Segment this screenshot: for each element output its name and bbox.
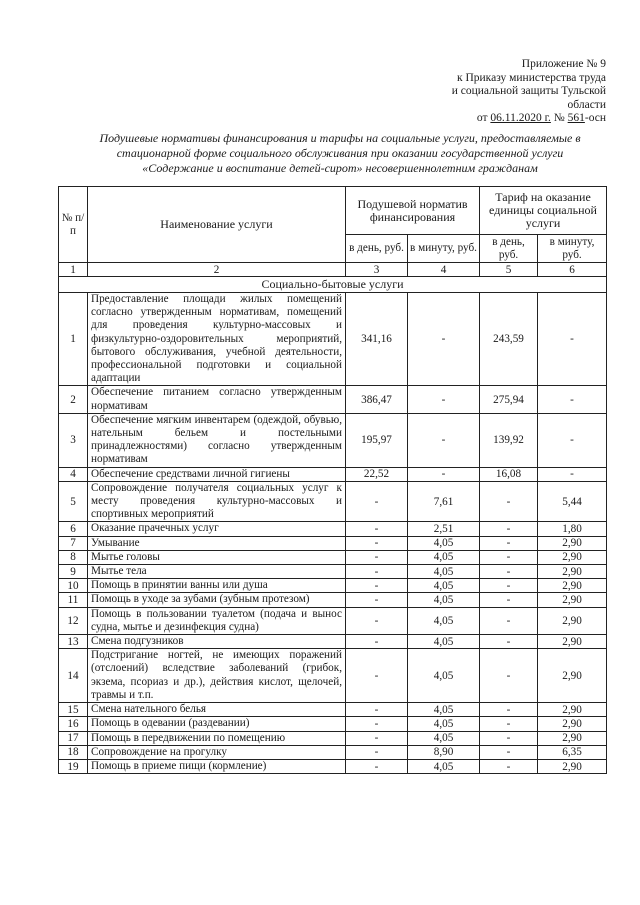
service-name: Обеспечение мягким инвентарем (одеждой, обувью, нательным бельем и постельными принадлежностями) согласно утвержденным нормативам xyxy=(88,413,346,467)
table-row xyxy=(59,467,607,481)
row-number: 6 xyxy=(59,522,88,536)
table-row xyxy=(59,293,607,386)
tariff-per-day: - xyxy=(480,717,538,731)
norm-per-minute: - xyxy=(408,413,480,467)
norm-per-minute: 8,90 xyxy=(408,745,480,759)
tariff-per-minute: 2,90 xyxy=(538,635,607,649)
norm-per-minute: 4,05 xyxy=(408,579,480,593)
header-norm-per-minute: в минуту, руб. xyxy=(408,235,480,263)
tariff-per-minute: 2,90 xyxy=(538,703,607,717)
row-number: 4 xyxy=(59,467,88,481)
table-row xyxy=(59,522,607,536)
column-numbers-row xyxy=(59,263,607,277)
service-name: Помощь в одевании (раздевании) xyxy=(88,717,346,731)
tariff-per-minute: 2,90 xyxy=(538,550,607,564)
number-suffix: -осн xyxy=(584,112,606,125)
tariff-per-day: 139,92 xyxy=(480,413,538,467)
norm-per-day: - xyxy=(346,593,408,607)
column-number: 2 xyxy=(88,263,346,277)
column-number: 3 xyxy=(346,263,408,277)
header-tariff-per-minute: в минуту, руб. xyxy=(538,235,607,263)
norm-per-day: - xyxy=(346,731,408,745)
appendix-line: Приложение № 9 xyxy=(521,58,606,70)
row-number: 18 xyxy=(59,745,88,759)
tariff-per-day: 275,94 xyxy=(480,386,538,413)
header-tariff-per-day: в день, руб. xyxy=(480,235,538,263)
norm-per-minute: 4,05 xyxy=(408,550,480,564)
table-row xyxy=(59,593,607,607)
norm-per-day: - xyxy=(346,579,408,593)
service-name: Подстригание ногтей, не имеющих поражений (отслоений) вследствие заболеваний (грибок, экзема, псориаз и др.), действия кислот, щелочей, травмы и т.п. xyxy=(88,649,346,703)
order-reference xyxy=(452,112,606,126)
norm-per-day: 341,16 xyxy=(346,293,408,386)
service-name: Помощь в передвижении по помещению xyxy=(88,731,346,745)
norm-per-day: - xyxy=(346,607,408,634)
norm-per-day: - xyxy=(346,759,408,773)
tariff-per-day: - xyxy=(480,481,538,522)
row-number: 15 xyxy=(59,703,88,717)
service-name: Мытье тела xyxy=(88,565,346,579)
norm-per-day: - xyxy=(346,649,408,703)
row-number: 2 xyxy=(59,386,88,413)
table-row xyxy=(59,649,607,703)
norm-per-minute: - xyxy=(408,386,480,413)
norm-per-day: - xyxy=(346,745,408,759)
row-number: 9 xyxy=(59,565,88,579)
tariff-per-day: - xyxy=(480,522,538,536)
appendix-line: и социальной защиты Тульской xyxy=(451,85,606,98)
tariff-per-minute: 5,44 xyxy=(538,481,607,522)
row-number: 10 xyxy=(59,579,88,593)
table-row xyxy=(59,759,607,773)
norm-per-minute: 4,05 xyxy=(408,731,480,745)
service-name: Помощь в принятии ванны или душа xyxy=(88,579,346,593)
column-number: 4 xyxy=(408,263,480,277)
norm-per-day: - xyxy=(346,703,408,717)
row-number: 1 xyxy=(59,293,88,386)
column-number: 6 xyxy=(538,263,607,277)
row-number: 14 xyxy=(59,649,88,703)
header-norm: Подушевой норматив финансирования xyxy=(346,187,480,235)
row-number: 5 xyxy=(59,481,88,522)
norm-per-minute: 2,51 xyxy=(408,522,480,536)
service-name: Помощь в уходе за зубами (зубным протезом) xyxy=(88,593,346,607)
table-row xyxy=(59,745,607,759)
norm-per-day: - xyxy=(346,481,408,522)
service-name: Предоставление площади жилых помещений согласно утвержденным нормативам, помещений для проведения культурно-массовых и физкультурно-оздоровительных мероприятий, бытового обслуживания, учебной деятельности, профессиональной подготовки и социальной адаптации xyxy=(88,293,346,386)
norm-per-day: - xyxy=(346,717,408,731)
document-title xyxy=(60,131,620,176)
service-name: Смена нательного белья xyxy=(88,703,346,717)
appendix-line: области xyxy=(567,98,606,111)
service-name: Обеспечение средствами личной гигиены xyxy=(88,467,346,481)
tariff-table xyxy=(58,186,607,774)
norm-per-minute: 4,05 xyxy=(408,649,480,703)
tariff-per-minute: 2,90 xyxy=(538,536,607,550)
tariff-per-minute: 2,90 xyxy=(538,759,607,773)
norm-per-minute: 4,05 xyxy=(408,717,480,731)
service-name: Умывание xyxy=(88,536,346,550)
table-row xyxy=(59,536,607,550)
table-row xyxy=(59,413,607,467)
norm-per-minute: 4,05 xyxy=(408,635,480,649)
tariff-per-minute: 2,90 xyxy=(538,593,607,607)
tariff-per-day: - xyxy=(480,759,538,773)
tariff-per-minute: 2,90 xyxy=(538,649,607,703)
service-name: Сопровождение на прогулку xyxy=(88,745,346,759)
row-number: 7 xyxy=(59,536,88,550)
header-name: Наименование услуги xyxy=(88,187,346,263)
table-row xyxy=(59,550,607,564)
section-row xyxy=(59,277,607,293)
tariff-per-day: - xyxy=(480,731,538,745)
order-date: 06.11.2020 г. xyxy=(490,112,551,125)
row-number: 13 xyxy=(59,635,88,649)
title-line: стационарной форме социального обслуживания при оказании государственной услуги xyxy=(116,146,564,160)
tariff-per-day: - xyxy=(480,635,538,649)
column-number: 5 xyxy=(480,263,538,277)
norm-per-minute: 4,05 xyxy=(408,703,480,717)
table-row xyxy=(59,481,607,522)
service-name: Оказание прачечных услуг xyxy=(88,522,346,536)
appendix-header xyxy=(452,58,606,126)
tariff-per-minute: 2,90 xyxy=(538,565,607,579)
norm-per-day: - xyxy=(346,565,408,579)
table-row xyxy=(59,386,607,413)
norm-per-minute: 4,05 xyxy=(408,593,480,607)
tariff-per-day: - xyxy=(480,607,538,634)
tariff-per-day: 16,08 xyxy=(480,467,538,481)
norm-per-minute: 4,05 xyxy=(408,565,480,579)
service-name: Помощь в приеме пищи (кормление) xyxy=(88,759,346,773)
table-body xyxy=(59,263,607,774)
row-number: 16 xyxy=(59,717,88,731)
tariff-per-minute: - xyxy=(538,293,607,386)
service-name: Помощь в пользовании туалетом (подача и вынос судна, мытье и дезинфекция судна) xyxy=(88,607,346,634)
service-name: Мытье головы xyxy=(88,550,346,564)
row-number: 3 xyxy=(59,413,88,467)
header-tariff: Тариф на оказание единицы социальной услуги xyxy=(480,187,607,235)
tariff-per-minute: - xyxy=(538,413,607,467)
section-title: Социально-бытовые услуги xyxy=(59,277,607,293)
tariff-per-day: - xyxy=(480,579,538,593)
norm-per-minute: 4,05 xyxy=(408,607,480,634)
table-row xyxy=(59,703,607,717)
tariff-per-day: - xyxy=(480,565,538,579)
order-number: 561 xyxy=(567,112,585,125)
norm-per-day: 22,52 xyxy=(346,467,408,481)
tariff-per-minute: 1,80 xyxy=(538,522,607,536)
title-line: Подушевые нормативы финансирования и тарифы на социальные услуги, предоставляемые в xyxy=(99,131,581,145)
row-number: 11 xyxy=(59,593,88,607)
norm-per-day: 195,97 xyxy=(346,413,408,467)
tariff-per-day: - xyxy=(480,593,538,607)
tariff-per-day: - xyxy=(480,536,538,550)
row-number: 17 xyxy=(59,731,88,745)
title-line: «Содержание и воспитание детей-сирот» несовершеннолетним гражданам xyxy=(142,161,538,175)
service-name: Смена подгузников xyxy=(88,635,346,649)
row-number: 8 xyxy=(59,550,88,564)
service-name: Сопровождение получателя социальных услуг к месту проведения культурно-массовых и спортивных мероприятий xyxy=(88,481,346,522)
norm-per-day: - xyxy=(346,536,408,550)
norm-per-day: - xyxy=(346,522,408,536)
tariff-per-day: - xyxy=(480,703,538,717)
norm-per-minute: 4,05 xyxy=(408,536,480,550)
tariff-per-day: - xyxy=(480,745,538,759)
row-number: 12 xyxy=(59,607,88,634)
date-prefix: от xyxy=(476,112,491,125)
norm-per-day: - xyxy=(346,635,408,649)
tariff-per-minute: - xyxy=(538,386,607,413)
norm-per-minute: 7,61 xyxy=(408,481,480,522)
tariff-per-day: 243,59 xyxy=(480,293,538,386)
appendix-line: к Приказу министерства труда xyxy=(457,71,606,84)
tariff-per-minute: 2,90 xyxy=(538,607,607,634)
column-number: 1 xyxy=(59,263,88,277)
tariff-per-minute: 2,90 xyxy=(538,717,607,731)
tariff-per-minute: 6,35 xyxy=(538,745,607,759)
number-prefix: № xyxy=(550,112,568,125)
table-row xyxy=(59,635,607,649)
table-row xyxy=(59,565,607,579)
tariff-per-day: - xyxy=(480,550,538,564)
table-row xyxy=(59,731,607,745)
header-norm-per-day: в день, руб. xyxy=(346,235,408,263)
norm-per-minute: - xyxy=(408,293,480,386)
tariff-per-minute: - xyxy=(538,467,607,481)
norm-per-minute: 4,05 xyxy=(408,759,480,773)
norm-per-day: 386,47 xyxy=(346,386,408,413)
service-name: Обеспечение питанием согласно утвержденным нормативам xyxy=(88,386,346,413)
table-row xyxy=(59,607,607,634)
header-num: № п/п xyxy=(59,187,88,263)
table-row xyxy=(59,579,607,593)
row-number: 19 xyxy=(59,759,88,773)
tariff-per-day: - xyxy=(480,649,538,703)
norm-per-minute: - xyxy=(408,467,480,481)
table-row xyxy=(59,717,607,731)
tariff-per-minute: 2,90 xyxy=(538,731,607,745)
tariff-per-minute: 2,90 xyxy=(538,579,607,593)
norm-per-day: - xyxy=(346,550,408,564)
